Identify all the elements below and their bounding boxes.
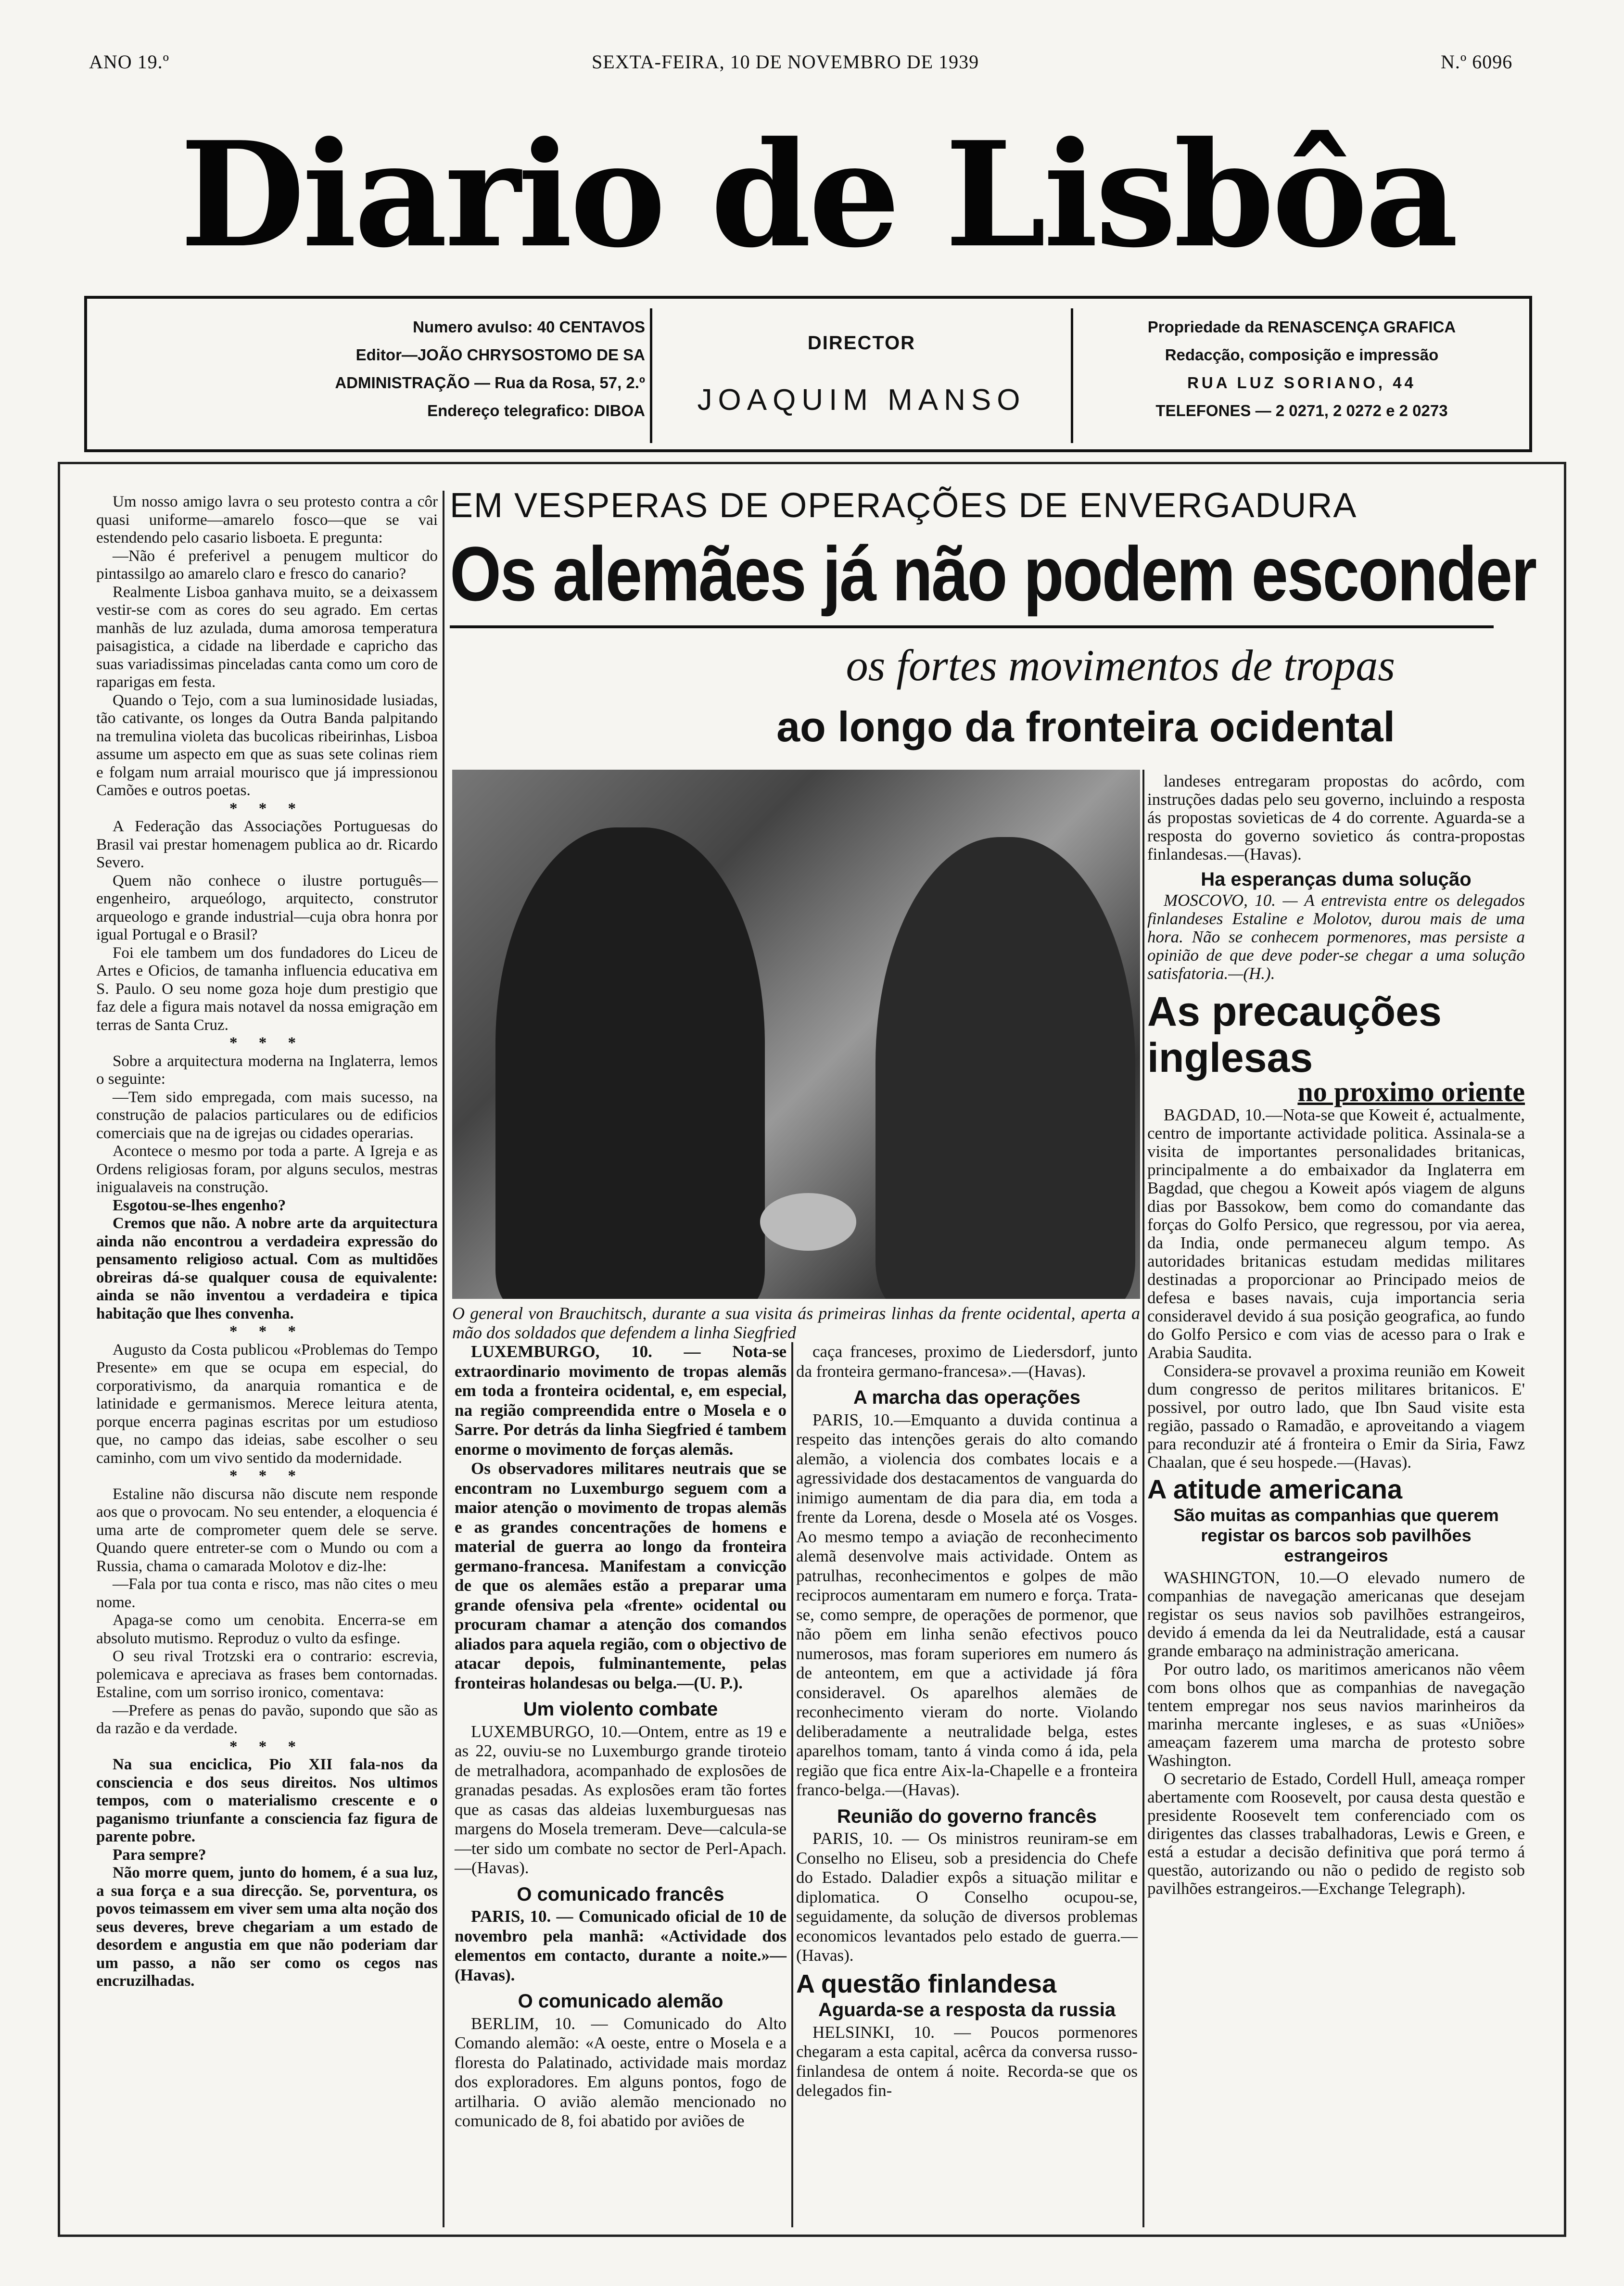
photo-figure-general <box>495 827 765 1299</box>
paragraph: Quem não conhece o ilustre português—engenheiro, arqueólogo, arquitecto, construtor arqueologo e grande industrial—cuja obra honra por igual Portugal e o Brasil? <box>96 872 438 943</box>
kicker: EM VESPERAS DE OPERAÇÕES DE ENVERGADURA <box>450 486 1358 525</box>
column-a <box>455 1342 787 2131</box>
column-c <box>1147 772 1525 1898</box>
headline: Os alemães já não podem esconder <box>450 531 1536 617</box>
section-heading: O comunicado alemão <box>518 1991 723 2012</box>
paragraph: Um nosso amigo lavra o seu protesto contra a côr quasi uniforme—amarelo fosco—que se vai estendendo pelo casario lisboeta. E pregunta: <box>96 493 438 546</box>
section-separator: * * * <box>229 800 304 817</box>
director-label: DIRECTOR <box>807 332 916 354</box>
section-heading: A marcha das operações <box>853 1387 1081 1408</box>
paragraph: LUXEMBURGO, 10.—Ontem, entre as 19 e as 22, ouviu-se no Luxemburgo grande tiroteio de metralhadora, acompanhado de explosões de granadas pesadas. As explosões eram tão fortes que as casas das aldeias luxemburguesas nas margens do Mosela tremeram. Deve—calcula-se—ter sido um combate no sector de Perl-Apach.—(Havas). <box>455 1722 787 1877</box>
section-heading: As precauções inglesas <box>1147 989 1442 1081</box>
paragraph: —Prefere as penas do pavão, supondo que são as da razão e da verdade. <box>96 1702 438 1737</box>
paragraph: —Fala por tua conta e risco, mas não cites o meu nome. <box>96 1575 438 1611</box>
section-heading: Ha esperanças duma solução <box>1201 869 1472 890</box>
paragraph: PARIS, 10.—Emquanto a duvida continua a respeito das intenções gerais do alto comando alemão, a violencia dos combates locais e a agressividade dos destacamentos de vanguarda do inimigo aumentam de dia para dia, em toda a frente da Lorena, desde o Mosela até os Vosges. Ao mesmo tempo a aviação de reconhecimento alemã desenvolve mais actividade. Ontem as patrulhas, reconhecimentos e golpes de mão reciprocos aumentaram em numero e força. Trata-se, como sempre, de operações de pormenor, que não põem em linha senão efectivos pouco numerosos, mas foram superiores em numero ás de anteontem, em que a actividade já fôra consideravel. Os aparelhos alemães de reconhecimento vieram do norte. Violando deliberadamente a neutralidade belga, estes aparelhos tomam, tanto á vinda como á ida, pela região que fica entre Aix-la-Chapelle e a fronteira franco-belga.—(Havas). <box>796 1410 1138 1799</box>
paragraph: Quando o Tejo, com a sua luminosidade lusiadas, tão cativante, os longes da Outra Banda palpitando na tremulina violeta das bucolicas ribeirinhas, Lisboa assume um aspecto em que as suas sete colinas riem e folgam num arraial mourisco que já impressionou Camões e outros poetas. <box>96 691 438 799</box>
paragraph: Augusto da Costa publicou «Problemas do Tempo Presente» em que se ocupa em especial, do corporativismo, da anarquia romantica e de latinidade e germanismos. Merece leitura atenta, porque encerra paginas escritas por um estudioso que, no campo das ideias, sabe escolher o seu caminho, com um vivo sentido da modernidade. <box>96 1341 438 1467</box>
section-separator: * * * <box>229 1467 304 1485</box>
section-subheading: Aguarda-se a resposta da russia <box>818 1999 1116 2020</box>
info-right <box>1078 313 1525 425</box>
paragraph: Por outro lado, os maritimos americanos não vêem com bons olhos que as companhias de navegação tentem empregar nos seus navios marinheiros da marinha mercante ingleses, e as suas «Uniões» ameaçam fazerem uma marcha de protesto sobre Washington. <box>1147 1660 1525 1770</box>
paragraph: Na sua enciclica, Pio XII fala-nos da consciencia e dos seus direitos. Nos ultimos tempos, com o materialismo crescente e o paganismo triunfante a consciencia faz figura de parente pobre. <box>96 1756 438 1845</box>
info-bar <box>84 296 1532 452</box>
paragraph: BAGDAD, 10.—Nota-se que Koweit é, actualmente, centro de importante actividade politica. Assinala-se a visita de importantes personalidades britanicas, principalmente a do embaixador da Inglaterra em Bagdad, que chegou a Koweit após viagem de alguns dias por Bassokow, bem como do comandante das forças do Golfo Persico, que regressou, por via aerea, da India, onde permaneceu algum tempo. As autoridades britanicas estudam medidas militares destinadas a proporcionar ao Principado meios de defesa e bases navais, cuja importancia seria consideravel devido á sua posição geografica, ao fundo do Golfo Persico e com vias de acesso para o Irak e Arabia Saudita. <box>1147 1105 1525 1362</box>
paragraph: Apaga-se como um cenobita. Encerra-se em absoluto mutismo. Reproduz o vulto da esfinge. <box>96 1612 438 1647</box>
photo-handshake <box>760 1193 856 1251</box>
section-separator: * * * <box>229 1738 304 1755</box>
section-heading: Um violento combate <box>523 1699 718 1720</box>
paragraph: —Não é preferivel a penugem multicor do pintassilgo ao amarelo claro e fresco do canario? <box>96 547 438 583</box>
section-heading: A questão finlandesa <box>796 1969 1057 1998</box>
left-column <box>96 493 438 1991</box>
paragraph: MOSCOVO, 10. — A entrevista entre os delegados finlandeses Estaline e Molotov, durou mais de uma hora. Não se conhecem pormenores, mas persiste a opinião de que deve poder-se chegar a uma solução satisfatoria.—(H.). <box>1147 891 1525 983</box>
section-heading: O comunicado francês <box>517 1883 724 1905</box>
paragraph: WASHINGTON, 10.—O elevado numero de companhias de navegação americanas que desejam registar os seus navios sob pavilhões estrangeiros, devido á emenda da lei da Neutralidade, está a causar grande embaraço na administração americana. <box>1147 1568 1525 1660</box>
info-price: Numero avulso: 40 CENTAVOS <box>413 318 645 336</box>
paragraph: LUXEMBURGO, 10. — Nota-se extraordinario movimento de tropas alemãs em toda a fronteira ocidental, e, em especial, na região compreendida entre o Mosela e o Sarre. Por detrás da linha Siegfried é tambem enorme o movimento de forças alemãs. <box>455 1342 787 1459</box>
section-heading: Reunião do governo francês <box>837 1805 1097 1827</box>
headline-rule <box>450 625 1494 628</box>
photo-caption: O general von Brauchitsch, durante a sua visita ás primeiras linhas da frente ocidental, aperta a mão dos soldados que defendem a linha Siegfried <box>452 1304 1140 1342</box>
paragraph: Considera-se provavel a proxima reunião em Koweit dum congresso de peritos militares britanicos. E' possivel, por outro lado, que Ibn Saud visite esta região, passado o Ramadão, e aproveitando a viagem para reconduzir até á fronteira o Emir da Siria, Fawz Chaalan, que é seu hospede.—(Havas). <box>1147 1361 1525 1472</box>
section-separator: * * * <box>229 1323 304 1340</box>
photo-figure-soldier <box>875 837 1135 1299</box>
info-administration: ADMINISTRAÇÃO — Rua da Rosa, 57, 2.º <box>335 374 645 392</box>
paragraph: caça franceses, proximo de Liedersdorf, junto da fronteira germano-francesa».—(Havas). <box>796 1342 1138 1381</box>
info-telegraph: Endereço telegrafico: DIBOA <box>427 402 645 419</box>
paragraph: O seu rival Trotzski era o contrario: escrevia, polemicava e apreciava as frases bem contornadas. Estaline, com um sorriso ironico, comentava: <box>96 1648 438 1701</box>
paragraph: BERLIM, 10. — Comunicado do Alto Comando alemão: «A oeste, entre o Mosela e a floresta do Palatinado, actividade mais mordaz dos exploradores. Em alguns pontos, fogo de artilharia. O avião alemão mencionado no comunicado de 8, foi abatido por aviões de <box>455 2014 787 2130</box>
info-editor: Editor—JOÃO CHRYSOSTOMO DE SA <box>355 346 645 364</box>
column-rule <box>791 1342 793 2227</box>
paragraph: PARIS, 10. — Comunicado oficial de 10 de novembro pela manhã: «Actividade dos elementos em contacto, durante a noite.»—(Havas). <box>455 1907 787 1984</box>
info-address: RUA LUZ SORIANO, 44 <box>1187 374 1416 392</box>
issue-date: SEXTA-FEIRA, 10 DE NOVEMBRO DE 1939 <box>592 51 979 73</box>
paragraph: —Tem sido empregada, com mais sucesso, na construção de palacios particulares ou de edificios comerciais que na de igrejas ou cidades operarias. <box>96 1088 438 1142</box>
paragraph: A Federação das Associações Portuguesas do Brasil vai prestar homenagem publica ao dr. Ricardo Severo. <box>96 818 438 871</box>
section-subheading: no proximo oriente <box>1297 1076 1525 1107</box>
paragraph: Realmente Lisboa ganhava muito, se a deixassem vestir-se com as cores do seu agrado. Em certas manhãs de luz azulada, duma amorosa temperatura paisagistica, a cidade na liberdade e capricho das suas variadissimas pinceladas canta como um coro de raparigas em festa. <box>96 583 438 691</box>
paragraph: HELSINKI, 10. — Poucos pormenores chegaram a esta capital, acêrca da conversa russo-finlandesa de ontem á noite. Recorda-se que os delegados fin- <box>796 2022 1138 2100</box>
paragraph: Esgotou-se-lhes engenho? <box>113 1196 286 1214</box>
info-left <box>97 313 645 425</box>
column-rule <box>1142 770 1144 2227</box>
paragraph: Os observadores militares neutrais que se encontram no Luxemburgo seguem com a maior atenção o movimento de tropas alemãs e as grandes concentrações de homens e material de guerra ao longo da fronteira germano-francesa. Manifestam a convicção de que os alemães estão a preparar uma grande ofensiva pela «frente» ocidental ou procuram chamar a atenção dos comandos aliados para aquela região, com o objectivo de atacar depois, fulminantemente, pelas fronteiras holandesas ou belga.—(U. P.). <box>455 1459 787 1692</box>
paragraph: PARIS, 10. — Os ministros reuniram-se em Conselho no Eliseu, sob a presidencia do Chefe do Estado. Daladier expôs a situação militar e diplomatica. O Conselho ocupou-se, seguidamente, da solução de diversos problemas economicos levantados pelo estado de guerra.—(Havas). <box>796 1829 1138 1965</box>
subheadline-1: os fortes movimentos de tropas <box>846 641 1395 690</box>
paragraph: Estaline não discursa não discute nem responde aos que o provocam. No seu entender, a eloquencia é uma arte de comprometer quem dele se serve. Quando quere entreter-se com o Mundo ou com a Russia, chama o camarada Molotov e diz-lhe: <box>96 1485 438 1575</box>
news-photo <box>452 770 1140 1299</box>
issue-year: ANO 19.º <box>89 51 170 73</box>
section-subheading: São muitas as companhias que querem registar os barcos sob pavilhões estrangeiros <box>1173 1505 1499 1565</box>
director-name: JOAQUIM MANSO <box>697 383 1026 417</box>
column-rule <box>443 491 444 2227</box>
paragraph: Cremos que não. A nobre arte da arquitectura ainda não encontrou a verdadeira expressão do pensamento religioso actual. Com as multidões obreiras dá-se qualquer cousa de equivalente: ainda se não inventou a verdadeira e tipica habitação que lhes convenha. <box>96 1215 438 1322</box>
info-divider <box>650 308 652 443</box>
paragraph: landeses entregaram propostas do acôrdo, com instruções dadas pelo seu governo, incluindo a resposta ás propostas sovieticas de 4 do corrente. Aguarda-se a resposta do governo sovietico ás contra-propostas finlandesas.—(Havas). <box>1147 772 1525 864</box>
subheadline-2: ao longo da fronteira ocidental <box>776 703 1395 750</box>
masthead-title: Diario de Lisbôa <box>179 110 1456 279</box>
paragraph: Foi ele tambem um dos fundadores do Liceu de Artes e Oficios, de tamanha influencia educativa em S. Paulo. O seu nome goza hoje dum prestigio que faz dele a figura mais notavel da nossa emigração em terras de Santa Cruz. <box>96 944 438 1034</box>
info-phones: TELEFONES — 2 0271, 2 0272 e 2 0273 <box>1155 402 1448 419</box>
paragraph: Sobre a arquitectura moderna na Inglaterra, lemos o seguinte: <box>96 1052 438 1088</box>
paragraph: Para sempre? <box>113 1846 206 1864</box>
section-separator: * * * <box>229 1034 304 1052</box>
column-b <box>796 1342 1138 2101</box>
info-redaction: Redacção, composição e impressão <box>1165 346 1439 364</box>
paragraph: Acontece o mesmo por toda a parte. A Igreja e as Ordens religiosas foram, por alguns seculos, mestras inigualaveis na construção. <box>96 1143 438 1196</box>
info-divider <box>1071 308 1073 443</box>
paragraph: Não morre quem, junto do homem, é a sua luz, a sua força e a sua direcção. Se, porventura, os povos teimassem em viver sem uma alta noção dos seus deveres, breve chegariam a um estado de desordem e angustia em que não poderiam dar um passo, a não ser como os cegos nas encruzilhadas. <box>96 1864 438 1990</box>
info-director <box>660 332 1064 417</box>
info-owner: Propriedade da RENASCENÇA GRAFICA <box>1147 318 1456 336</box>
section-heading: A atitude americana <box>1147 1474 1403 1504</box>
issue-number: N.º 6096 <box>1441 51 1513 73</box>
paragraph: O secretario de Estado, Cordell Hull, ameaça romper abertamente com Roosevelt, por causa desta questão e presidente Roosevelt tem conferenciado com os dirigentes das classes trabalhadoras, Lewis e Green, e está a estudar a decisão definitiva que porá termo á questão, autorizando ou não o pedido de registo sob pavilhões estrangeiros.—Exchange Telegraph). <box>1147 1769 1525 1898</box>
